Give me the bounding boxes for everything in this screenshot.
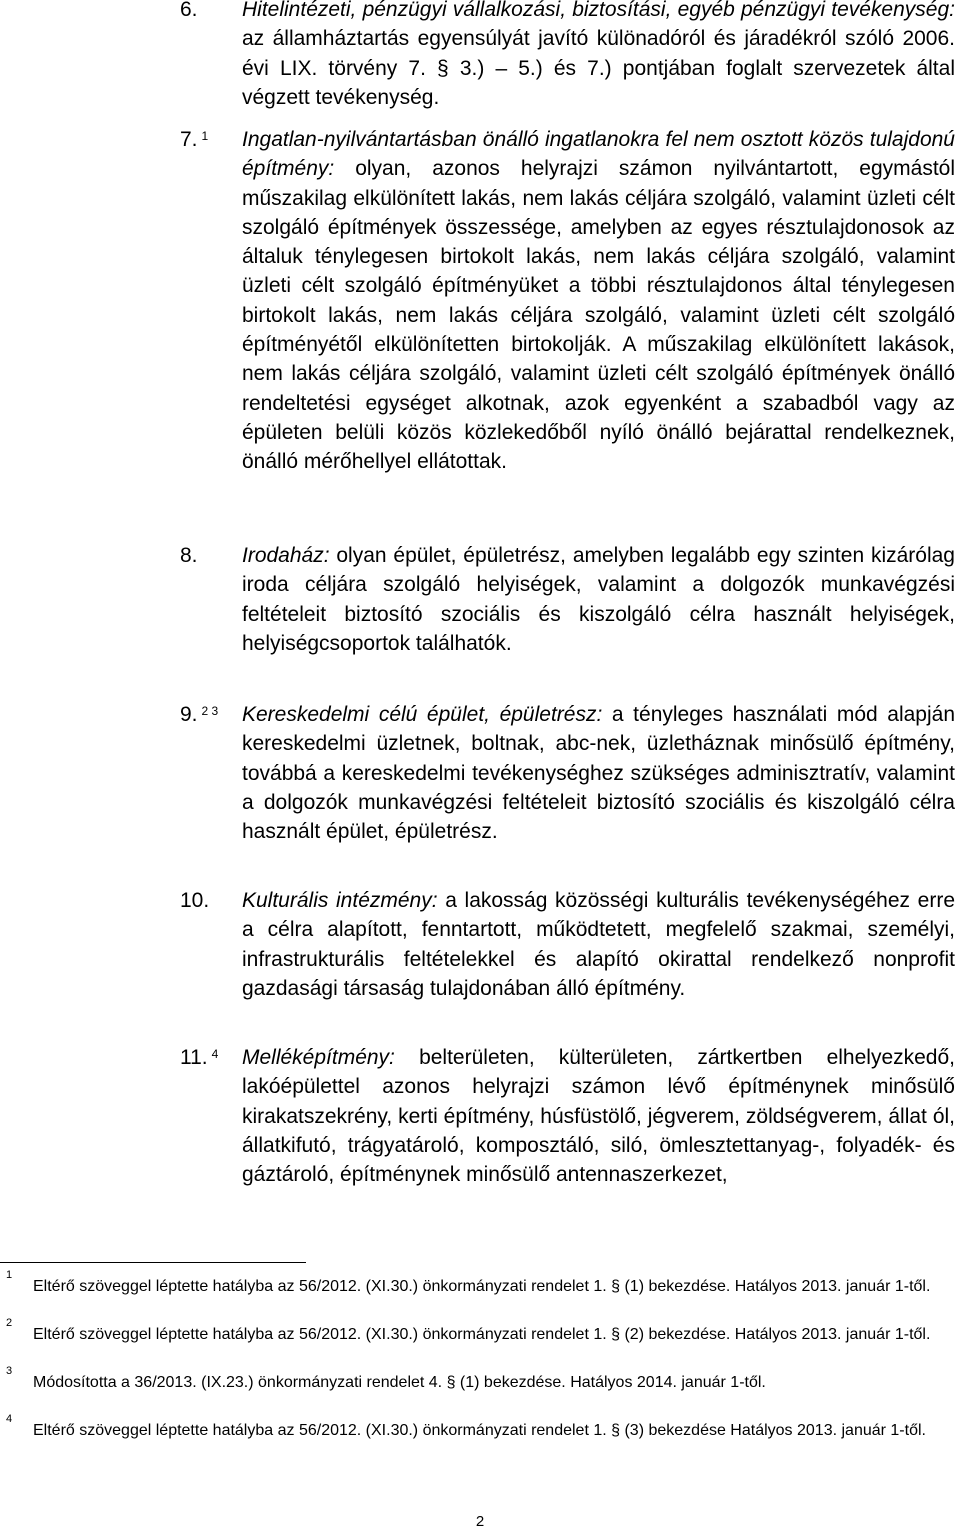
- defined-term: Irodaház:: [242, 544, 330, 567]
- item-body: [242, 1043, 955, 1189]
- item-body: [242, 541, 955, 658]
- item-body: [242, 886, 955, 1003]
- defined-term: Melléképítmény:: [242, 1046, 395, 1069]
- defined-term: Hitelintézeti, pénzügyi vállalkozási, biztosítási, egyéb pénzügyi tevékenység:: [242, 0, 955, 21]
- defined-term: Kulturális intézmény:: [242, 889, 438, 912]
- definition-text: olyan, azonos helyrajzi számon nyilvántartott, egymástól műszakilag elkülönített lakás, nem lakás céljára szolgáló, valamint üzleti célt szolgáló építmények összessége, amelyben az egyes résztulajdonosok az általuk ténylegesen birtokolt lakás, nem lakás céljára szolgáló, valamint üzleti célt szolgáló építményüket a többi résztulajdonos által ténylegesen birtokolt lakás, nem lakás céljára szolgáló, valamint üzleti célt szolgáló építményétől elkülönítetten birtokolják. A műszakilag elkülönített lakások, nem lakás céljára szolgáló, valamint üzleti célt szolgáló építmények önálló rendeltetési egységet alkotnak, azok egyenként a szabadból vagy az épületen belüli közös közlekedőből nyíló önálló bejárattal rendelkeznek, önálló mérőhellyel ellátottak.: [242, 157, 955, 474]
- definition-text: belterületen, külterületen, zártkertben elhelyezkedő, lakóépülettel azonos helyrajzi számon lévő építménynek minősülő kirakatszekrény, kerti építmény, húsfüstölő, jégverem, zöldségverem, állat ól, állatkifutó, trágyatároló, komposztáló, siló, ömlesztettanyag-, folyadék- és gáztároló, építménynek minősülő antennaszerkezet,: [242, 1046, 955, 1187]
- item-number: 9. $^{2 3}$: [180, 703, 219, 726]
- item-body: [242, 0, 955, 112]
- definition-text: a lakosság közösségi kulturális tevékenységéhez erre a célra alapított, fenntartott, működtetett, megfelelő szakmai, személyi, infrastrukturális feltételekkel és alapító okirattal rendelkező nonprofit gazdasági társaság tulajdonában álló építmény.: [242, 889, 956, 1000]
- footnote-mark: 3: [6, 1365, 13, 1377]
- footnote-ref[interactable]: 4: [211, 1047, 219, 1061]
- defined-term: Ingatlan-nyilvántartásban önálló ingatlanokra fel nem osztott közös tulajdonú építmény:: [242, 128, 955, 181]
- footnote-mark: 2: [6, 1317, 13, 1329]
- item-body: [242, 125, 955, 477]
- footnote-mark: 4: [6, 1413, 13, 1425]
- item-number: 8.: [180, 544, 198, 567]
- item-body: [242, 700, 955, 846]
- footnote-text: Eltérő szöveggel léptette hatályba az 56/2012. (XI.30.) önkormányzati rendelet 1. § (3) bekezdése Hatályos 2013. január 1-től.: [33, 1422, 926, 1439]
- definition-text: az államháztartás egyensúlyát javító különadóról és járadékról szóló 2006. évi LIX. törvény 7. § 3.) – 5.) és 7.) pontjában foglalt szervezetek által végzett tevékenység.: [242, 27, 955, 109]
- item-number: 7. $^1$: [180, 128, 209, 151]
- footnote-mark: 1: [6, 1269, 13, 1281]
- definition-text: olyan épület, épületrész, amelyben legalább egy szinten kizárólag iroda céljára szolgáló helyiségek, valamint a dolgozók munkavégzési feltételeit biztosító szociális és kiszolgáló célra használt helyiségek, helyiségcsoportok találhatók.: [242, 544, 955, 655]
- item-number: 6.: [180, 0, 198, 21]
- definition-text: a tényleges használati mód alapján kereskedelmi üzletnek, boltnak, abc-nek, üzletháznak minősülő építmény, továbbá a kereskedelmi tevékenységhez szükséges adminisztratív, valamint a dolgozók munkavégzési feltételeit biztosító szociális és kiszolgáló célra használt épület, épületrész.: [242, 703, 955, 844]
- item-number: 11. $^4$: [180, 1046, 219, 1069]
- footnote-text: Eltérő szöveggel léptette hatályba az 56/2012. (XI.30.) önkormányzati rendelet 1. § (2) bekezdése. Hatályos 2013. január 1-től.: [33, 1326, 931, 1343]
- defined-term: Kereskedelmi célú épület, épületrész:: [242, 703, 603, 726]
- footnote-ref[interactable]: 1: [201, 129, 209, 143]
- page-number: 2: [475, 1513, 485, 1530]
- footnote-ref[interactable]: 2 3: [201, 704, 219, 718]
- item-number: 10.: [180, 889, 210, 912]
- footnote-text: Eltérő szöveggel léptette hatályba az 56/2012. (XI.30.) önkormányzati rendelet 1. § (1) bekezdése. Hatályos 2013. január 1-től.: [33, 1278, 931, 1295]
- footnote-separator: [0, 1262, 306, 1263]
- footnote-text: Módosította a 36/2013. (IX.23.) önkormányzati rendelet 4. § (1) bekezdése. Hatályos 2014. január 1-től.: [33, 1374, 766, 1391]
